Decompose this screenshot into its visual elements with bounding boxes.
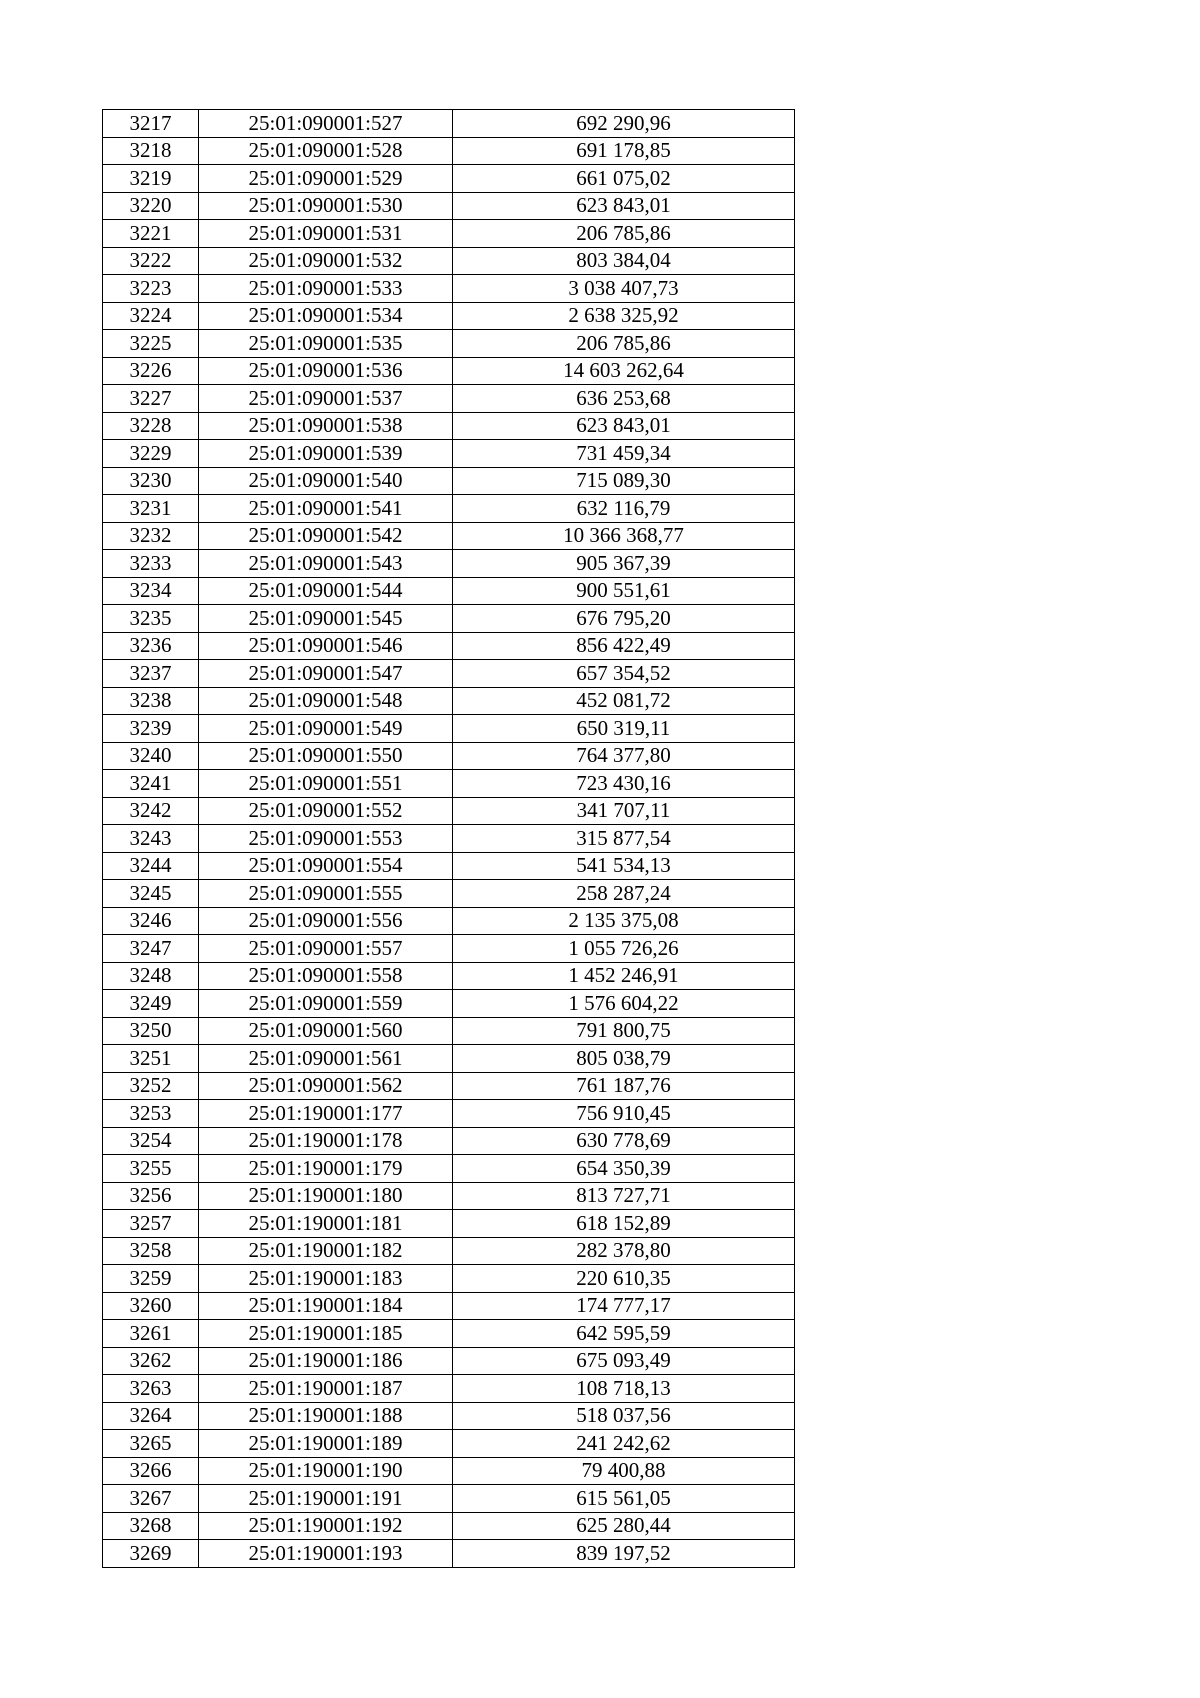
table-row — [103, 687, 795, 715]
cadastral-number-cell: 25:01:090001:553 — [199, 825, 453, 853]
cadastral-number-cell: 25:01:090001:555 — [199, 880, 453, 908]
cadastral-value-cell: 900 551,61 — [453, 577, 795, 605]
row-number-cell: 3231 — [103, 495, 199, 523]
cadastral-number-cell: 25:01:090001:548 — [199, 687, 453, 715]
table-row — [103, 192, 795, 220]
cadastral-value-cell: 174 777,17 — [453, 1292, 795, 1320]
table-row — [103, 110, 795, 138]
cadastral-number-cell: 25:01:190001:187 — [199, 1375, 453, 1403]
cadastral-value-cell: 623 843,01 — [453, 192, 795, 220]
table-row — [103, 275, 795, 303]
cadastral-number-cell: 25:01:090001:534 — [199, 302, 453, 330]
cadastral-value-cell: 839 197,52 — [453, 1540, 795, 1568]
table-row — [103, 880, 795, 908]
cadastral-number-cell: 25:01:090001:531 — [199, 220, 453, 248]
row-number-cell: 3235 — [103, 605, 199, 633]
cadastral-number-cell: 25:01:090001:532 — [199, 247, 453, 275]
table-row — [103, 1127, 795, 1155]
cadastral-number-cell: 25:01:090001:530 — [199, 192, 453, 220]
cadastral-value-cell: 206 785,86 — [453, 330, 795, 358]
row-number-cell: 3236 — [103, 632, 199, 660]
cadastral-number-cell: 25:01:090001:542 — [199, 522, 453, 550]
cadastral-value-cell: 618 152,89 — [453, 1210, 795, 1238]
cadastral-value-cell: 2 135 375,08 — [453, 907, 795, 935]
table-row — [103, 302, 795, 330]
cadastral-value-cell: 625 280,44 — [453, 1512, 795, 1540]
cadastral-number-cell: 25:01:190001:191 — [199, 1485, 453, 1513]
cadastral-number-cell: 25:01:090001:536 — [199, 357, 453, 385]
cadastral-value-cell: 1 055 726,26 — [453, 935, 795, 963]
table-row — [103, 467, 795, 495]
cadastral-value-cell: 1 452 246,91 — [453, 962, 795, 990]
cadastral-value-cell: 3 038 407,73 — [453, 275, 795, 303]
row-number-cell: 3227 — [103, 385, 199, 413]
cadastral-value-cell: 691 178,85 — [453, 137, 795, 165]
table-row — [103, 440, 795, 468]
cadastral-number-cell: 25:01:190001:188 — [199, 1402, 453, 1430]
table-row — [103, 1017, 795, 1045]
cadastral-value-cell: 2 638 325,92 — [453, 302, 795, 330]
row-number-cell: 3224 — [103, 302, 199, 330]
cadastral-value-cell: 650 319,11 — [453, 715, 795, 743]
table-body — [103, 110, 795, 1568]
cadastral-number-cell: 25:01:190001:177 — [199, 1100, 453, 1128]
cadastral-value-cell: 206 785,86 — [453, 220, 795, 248]
cadastral-number-cell: 25:01:090001:561 — [199, 1045, 453, 1073]
row-number-cell: 3244 — [103, 852, 199, 880]
row-number-cell: 3254 — [103, 1127, 199, 1155]
row-number-cell: 3219 — [103, 165, 199, 193]
cadastral-number-cell: 25:01:090001:545 — [199, 605, 453, 633]
cadastral-value-cell: 258 287,24 — [453, 880, 795, 908]
table-row — [103, 1402, 795, 1430]
cadastral-value-cell: 803 384,04 — [453, 247, 795, 275]
table-row — [103, 1485, 795, 1513]
row-number-cell: 3226 — [103, 357, 199, 385]
table-row — [103, 1155, 795, 1183]
cadastral-value-cell: 856 422,49 — [453, 632, 795, 660]
table-row — [103, 1430, 795, 1458]
row-number-cell: 3265 — [103, 1430, 199, 1458]
cadastral-number-cell: 25:01:190001:179 — [199, 1155, 453, 1183]
cadastral-value-cell: 341 707,11 — [453, 797, 795, 825]
row-number-cell: 3245 — [103, 880, 199, 908]
cadastral-value-cell: 731 459,34 — [453, 440, 795, 468]
cadastral-value-cell: 615 561,05 — [453, 1485, 795, 1513]
row-number-cell: 3243 — [103, 825, 199, 853]
row-number-cell: 3242 — [103, 797, 199, 825]
cadastral-number-cell: 25:01:090001:539 — [199, 440, 453, 468]
cadastral-value-cell: 654 350,39 — [453, 1155, 795, 1183]
cadastral-value-cell: 10 366 368,77 — [453, 522, 795, 550]
row-number-cell: 3249 — [103, 990, 199, 1018]
cadastral-number-cell: 25:01:190001:192 — [199, 1512, 453, 1540]
table-row — [103, 632, 795, 660]
cadastral-number-cell: 25:01:090001:533 — [199, 275, 453, 303]
cadastral-number-cell: 25:01:090001:540 — [199, 467, 453, 495]
table-row — [103, 412, 795, 440]
cadastral-number-cell: 25:01:090001:559 — [199, 990, 453, 1018]
row-number-cell: 3263 — [103, 1375, 199, 1403]
table-row — [103, 660, 795, 688]
cadastral-number-cell: 25:01:190001:193 — [199, 1540, 453, 1568]
row-number-cell: 3269 — [103, 1540, 199, 1568]
cadastral-number-cell: 25:01:090001:538 — [199, 412, 453, 440]
row-number-cell: 3239 — [103, 715, 199, 743]
cadastral-number-cell: 25:01:090001:535 — [199, 330, 453, 358]
table-row — [103, 495, 795, 523]
table-row — [103, 165, 795, 193]
cadastral-value-cell: 79 400,88 — [453, 1457, 795, 1485]
table-row — [103, 1237, 795, 1265]
row-number-cell: 3267 — [103, 1485, 199, 1513]
table-row — [103, 1045, 795, 1073]
cadastral-value-cell: 282 378,80 — [453, 1237, 795, 1265]
row-number-cell: 3258 — [103, 1237, 199, 1265]
cadastral-number-cell: 25:01:190001:189 — [199, 1430, 453, 1458]
table-row — [103, 935, 795, 963]
table-row — [103, 330, 795, 358]
table-row — [103, 907, 795, 935]
table-row — [103, 825, 795, 853]
cadastral-value-cell: 220 610,35 — [453, 1265, 795, 1293]
row-number-cell: 3256 — [103, 1182, 199, 1210]
cadastral-number-cell: 25:01:090001:556 — [199, 907, 453, 935]
table-row — [103, 1100, 795, 1128]
row-number-cell: 3251 — [103, 1045, 199, 1073]
cadastral-value-cell: 692 290,96 — [453, 110, 795, 138]
cadastral-number-cell: 25:01:190001:181 — [199, 1210, 453, 1238]
table-row — [103, 577, 795, 605]
cadastral-number-cell: 25:01:090001:562 — [199, 1072, 453, 1100]
row-number-cell: 3217 — [103, 110, 199, 138]
table-row — [103, 990, 795, 1018]
table-row — [103, 385, 795, 413]
cadastral-number-cell: 25:01:190001:190 — [199, 1457, 453, 1485]
cadastral-number-cell: 25:01:190001:186 — [199, 1347, 453, 1375]
table-row — [103, 1457, 795, 1485]
row-number-cell: 3260 — [103, 1292, 199, 1320]
cadastral-number-cell: 25:01:090001:544 — [199, 577, 453, 605]
table-row — [103, 522, 795, 550]
row-number-cell: 3225 — [103, 330, 199, 358]
row-number-cell: 3241 — [103, 770, 199, 798]
row-number-cell: 3253 — [103, 1100, 199, 1128]
cadastral-value-cell: 642 595,59 — [453, 1320, 795, 1348]
cadastral-number-cell: 25:01:090001:529 — [199, 165, 453, 193]
row-number-cell: 3238 — [103, 687, 199, 715]
cadastral-value-cell: 623 843,01 — [453, 412, 795, 440]
row-number-cell: 3261 — [103, 1320, 199, 1348]
row-number-cell: 3222 — [103, 247, 199, 275]
cadastral-value-cell: 657 354,52 — [453, 660, 795, 688]
cadastral-value-cell: 241 242,62 — [453, 1430, 795, 1458]
row-number-cell: 3268 — [103, 1512, 199, 1540]
cadastral-value-cell: 805 038,79 — [453, 1045, 795, 1073]
cadastral-number-cell: 25:01:090001:560 — [199, 1017, 453, 1045]
cadastral-number-cell: 25:01:190001:180 — [199, 1182, 453, 1210]
cadastral-value-cell: 1 576 604,22 — [453, 990, 795, 1018]
table-row — [103, 357, 795, 385]
table-row — [103, 1292, 795, 1320]
cadastral-value-cell: 723 430,16 — [453, 770, 795, 798]
cadastral-value-cell: 813 727,71 — [453, 1182, 795, 1210]
cadastral-value-cell: 315 877,54 — [453, 825, 795, 853]
cadastral-value-table — [102, 109, 795, 1568]
row-number-cell: 3230 — [103, 467, 199, 495]
row-number-cell: 3255 — [103, 1155, 199, 1183]
cadastral-number-cell: 25:01:090001:557 — [199, 935, 453, 963]
cadastral-value-cell: 715 089,30 — [453, 467, 795, 495]
row-number-cell: 3220 — [103, 192, 199, 220]
table-row — [103, 770, 795, 798]
cadastral-number-cell: 25:01:190001:183 — [199, 1265, 453, 1293]
row-number-cell: 3262 — [103, 1347, 199, 1375]
cadastral-number-cell: 25:01:090001:554 — [199, 852, 453, 880]
row-number-cell: 3223 — [103, 275, 199, 303]
row-number-cell: 3228 — [103, 412, 199, 440]
cadastral-value-cell: 661 075,02 — [453, 165, 795, 193]
table-row — [103, 220, 795, 248]
row-number-cell: 3257 — [103, 1210, 199, 1238]
cadastral-number-cell: 25:01:090001:552 — [199, 797, 453, 825]
table-row — [103, 1375, 795, 1403]
table-row — [103, 1182, 795, 1210]
cadastral-value-cell: 630 778,69 — [453, 1127, 795, 1155]
row-number-cell: 3266 — [103, 1457, 199, 1485]
cadastral-value-cell: 675 093,49 — [453, 1347, 795, 1375]
row-number-cell: 3237 — [103, 660, 199, 688]
table-row — [103, 852, 795, 880]
row-number-cell: 3246 — [103, 907, 199, 935]
cadastral-number-cell: 25:01:190001:185 — [199, 1320, 453, 1348]
cadastral-number-cell: 25:01:090001:537 — [199, 385, 453, 413]
row-number-cell: 3250 — [103, 1017, 199, 1045]
cadastral-value-cell: 452 081,72 — [453, 687, 795, 715]
row-number-cell: 3218 — [103, 137, 199, 165]
cadastral-number-cell: 25:01:190001:178 — [199, 1127, 453, 1155]
row-number-cell: 3264 — [103, 1402, 199, 1430]
row-number-cell: 3259 — [103, 1265, 199, 1293]
cadastral-value-cell: 756 910,45 — [453, 1100, 795, 1128]
table-row — [103, 247, 795, 275]
row-number-cell: 3240 — [103, 742, 199, 770]
table-row — [103, 797, 795, 825]
row-number-cell: 3248 — [103, 962, 199, 990]
cadastral-value-cell: 764 377,80 — [453, 742, 795, 770]
table-row — [103, 1512, 795, 1540]
cadastral-value-cell: 14 603 262,64 — [453, 357, 795, 385]
row-number-cell: 3252 — [103, 1072, 199, 1100]
cadastral-value-cell: 632 116,79 — [453, 495, 795, 523]
row-number-cell: 3233 — [103, 550, 199, 578]
cadastral-number-cell: 25:01:090001:551 — [199, 770, 453, 798]
cadastral-number-cell: 25:01:090001:541 — [199, 495, 453, 523]
cadastral-value-cell: 108 718,13 — [453, 1375, 795, 1403]
table-row — [103, 1210, 795, 1238]
cadastral-value-cell: 636 253,68 — [453, 385, 795, 413]
cadastral-number-cell: 25:01:090001:549 — [199, 715, 453, 743]
cadastral-number-cell: 25:01:090001:528 — [199, 137, 453, 165]
cadastral-value-cell: 541 534,13 — [453, 852, 795, 880]
table-row — [103, 962, 795, 990]
cadastral-number-cell: 25:01:090001:558 — [199, 962, 453, 990]
cadastral-number-cell: 25:01:190001:182 — [199, 1237, 453, 1265]
row-number-cell: 3247 — [103, 935, 199, 963]
table-row — [103, 1265, 795, 1293]
row-number-cell: 3234 — [103, 577, 199, 605]
cadastral-value-cell: 905 367,39 — [453, 550, 795, 578]
cadastral-number-cell: 25:01:090001:546 — [199, 632, 453, 660]
table-row — [103, 1347, 795, 1375]
row-number-cell: 3221 — [103, 220, 199, 248]
table-row — [103, 1320, 795, 1348]
table-row — [103, 742, 795, 770]
cadastral-value-cell: 518 037,56 — [453, 1402, 795, 1430]
table-row — [103, 605, 795, 633]
cadastral-number-cell: 25:01:190001:184 — [199, 1292, 453, 1320]
table-row — [103, 1540, 795, 1568]
row-number-cell: 3229 — [103, 440, 199, 468]
cadastral-number-cell: 25:01:090001:543 — [199, 550, 453, 578]
cadastral-value-cell: 676 795,20 — [453, 605, 795, 633]
table-row — [103, 1072, 795, 1100]
row-number-cell: 3232 — [103, 522, 199, 550]
cadastral-number-cell: 25:01:090001:527 — [199, 110, 453, 138]
table-row — [103, 715, 795, 743]
table-row — [103, 550, 795, 578]
cadastral-number-cell: 25:01:090001:547 — [199, 660, 453, 688]
table-row — [103, 137, 795, 165]
cadastral-number-cell: 25:01:090001:550 — [199, 742, 453, 770]
cadastral-value-cell: 791 800,75 — [453, 1017, 795, 1045]
cadastral-value-cell: 761 187,76 — [453, 1072, 795, 1100]
